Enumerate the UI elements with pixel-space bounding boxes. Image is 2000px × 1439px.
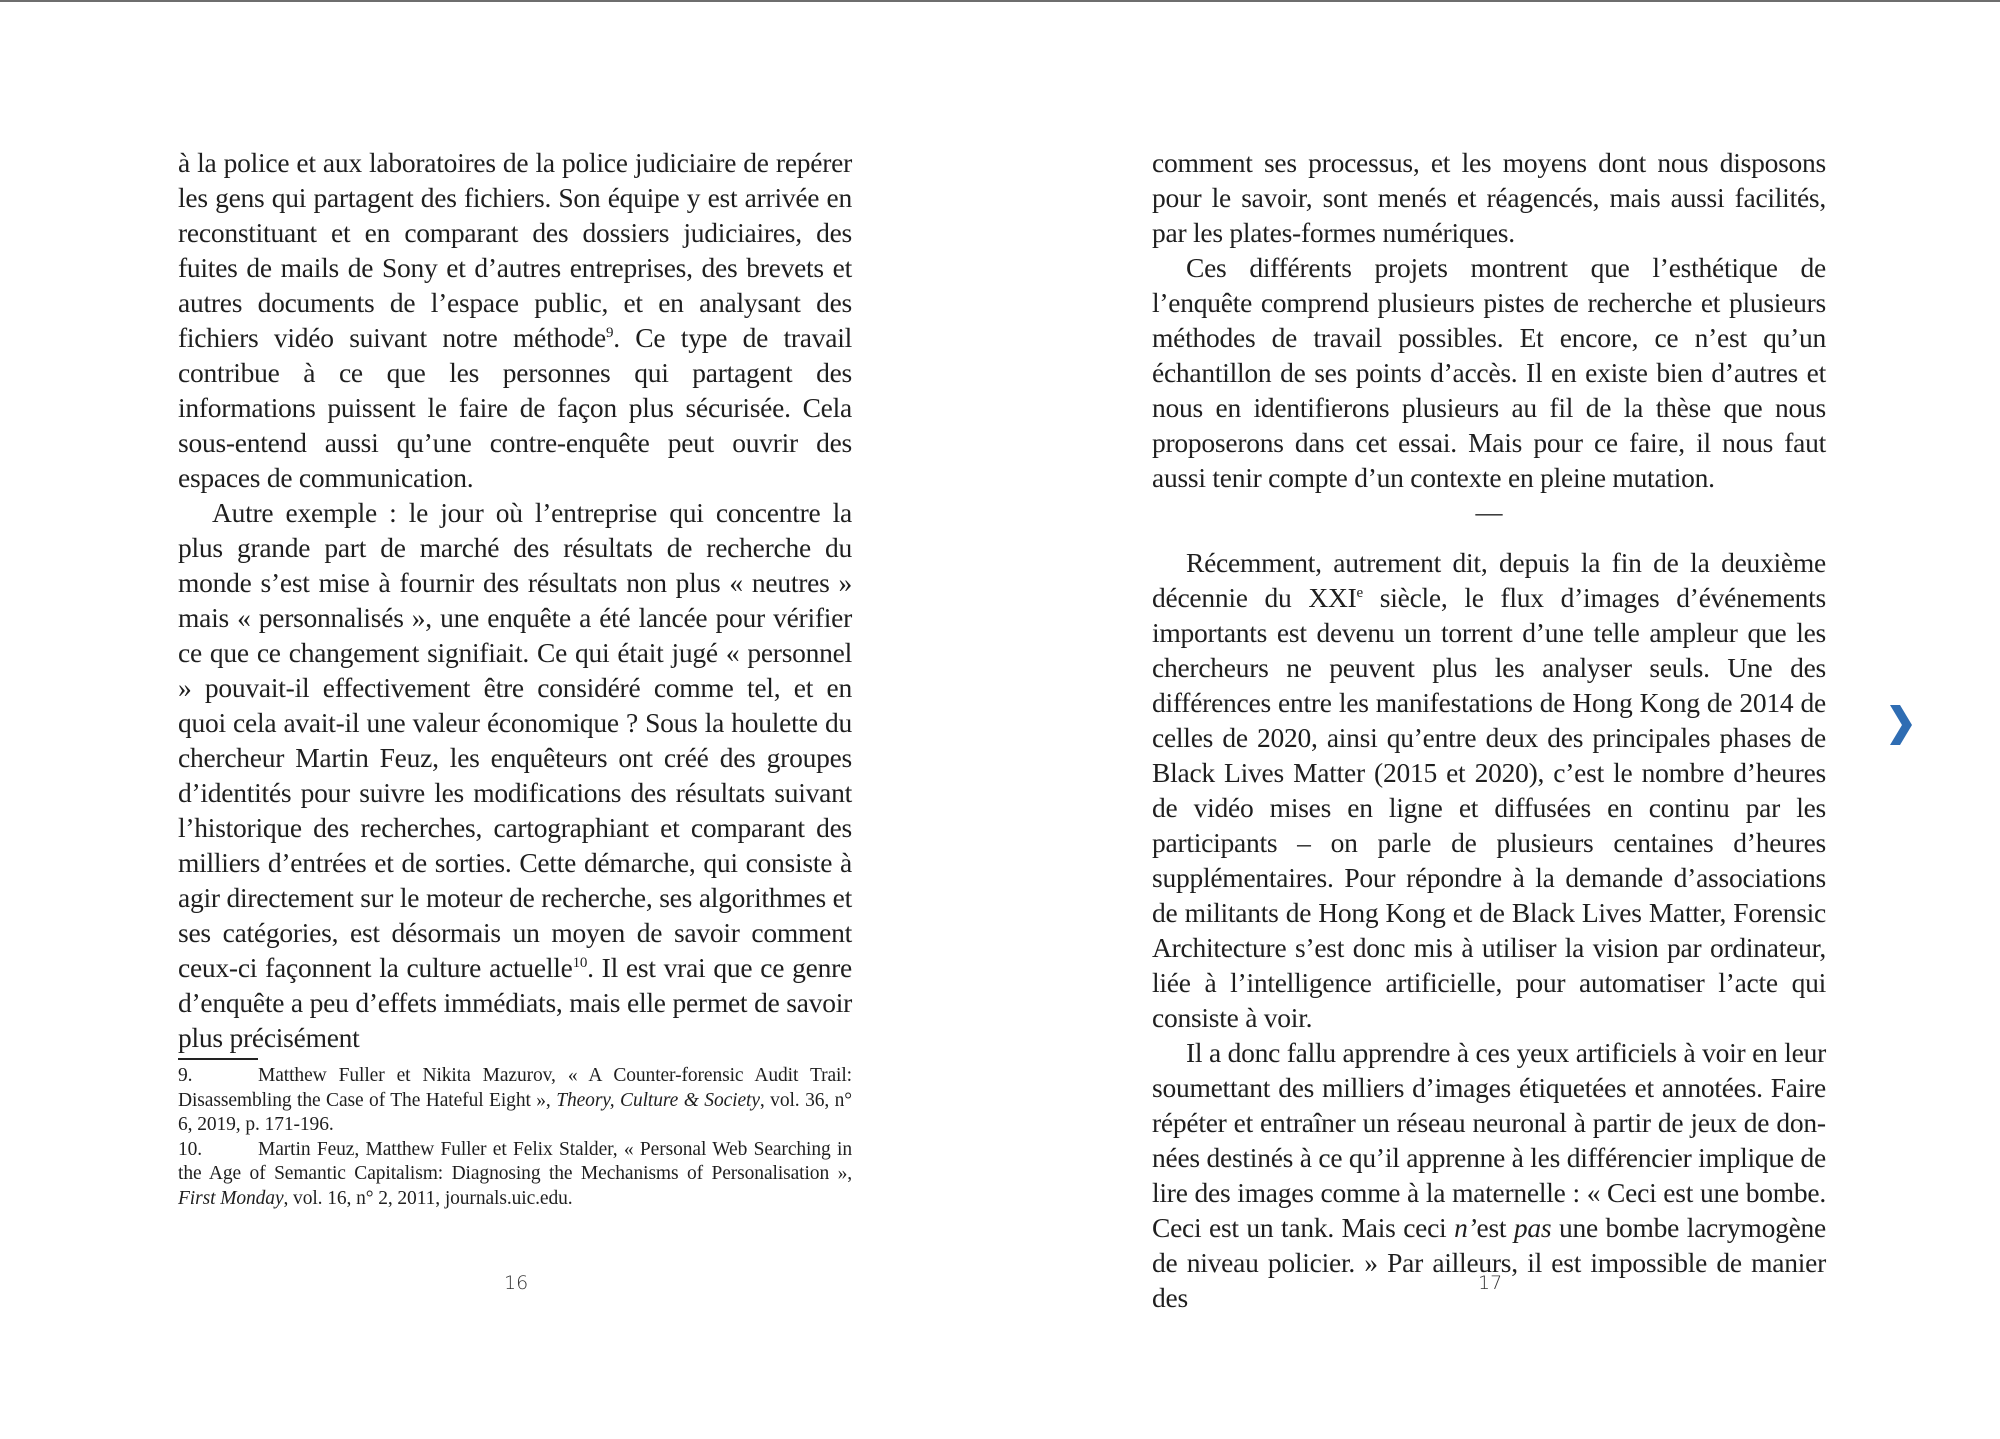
paragraph: [178, 145, 852, 495]
left-page-body: [178, 145, 852, 1055]
paragraph-text: est: [1476, 1212, 1514, 1243]
paragraph-text: Autre exemple : le jour où l’entreprise qui concentre la plus grande part de marché des résultats de recherche du monde s’est mise à fournir des résultats non plus « neutres » mais « personnalisés », une enquête a été lancée pour vérifier ce que ce changement signifiait. Ce qui était jugé « personnel » pouvait-il effectivement être considéré comme tel, et en quoi cela avait-il une valeur économique ? Sous la houlette du chercheur Martin Feuz, les enquêteurs ont créé des groupes d’identités pour suivre les modifications des résultats suivant l’historique des recherches, cartographiant et comparant des milliers d’entrées et de sorties. Cette démarche, qui consiste à agir directement sur le moteur de recherche, ses algorithmes et ses catégories, est désormais un moyen de savoir comment ceux-ci façonnent la culture actuelle: [178, 497, 852, 983]
right-page-body: [1152, 145, 1826, 1315]
paragraph: Ces différents projets montrent que l’esthétique de l’enquête comprend plusieurs pistes de recherche et plusieurs méthodes de travail possibles. Et encore, ce n’est qu’un échantillon de ses points d’accès. Il en existe bien d’autres et nous en identifierons plusieurs au fil de la thèse que nous proposerons dans cet essai. Mais pour ce faire, il nous faut aussi tenir compte d’un contexte en pleine mutation.: [1152, 252, 1826, 493]
footnote-9: [178, 1064, 852, 1138]
footnote-divider: [178, 1058, 258, 1060]
footnote-text: , vol. 36, n° 6, 2019, p. 171-196.: [178, 1089, 852, 1135]
section-break: —: [1475, 497, 1503, 527]
footnote-text: , vol. 16, n° 2, 2011, journals.uic.edu.: [283, 1187, 573, 1209]
emphasis: pas: [1513, 1212, 1552, 1243]
paragraph-text: Il a donc fallu apprendre à ces yeux artificiels à voir en leur soumettant des milliers d’images étiquetées et annotées. Faire répéter et entraîner un réseau neuronal à partir de jeux de données destinés à ce qu’il apprenne à les différencier implique de lire des images comme à la maternelle : « Ceci est une bombe. Ceci est un tank. Mais ceci: [1152, 1037, 1826, 1243]
paragraph-text: Récemment, autrement dit, depuis la fin de la deuxième décennie du XXI: [1152, 547, 1826, 613]
page-number-right: 17: [1478, 1272, 1503, 1294]
page-number-left: 16: [504, 1272, 529, 1294]
paragraph-text: . Il est vrai que ce genre d’enquête a peu d’effets immédiats, mais elle permet de savoir plus précisément: [178, 952, 852, 1053]
paragraph-text: une bombe lacrymogène de niveau policier. » Par ailleurs, il est impossible de manier des: [1152, 1212, 1826, 1313]
paragraph-text: siècle, le flux d’images d’événements importants est devenu un torrent d’une telle ampleur que les chercheurs ne peuvent plus les analyser seuls. Une des différences entre les manifestations de Hong Kong de 2014 de celles de 2020, ainsi qu’entre deux des principales phases de Black Lives Matter (2015 et 2020), c’est le nombre d’heures de vidéo mises en ligne et diffusées en continu par les participants – on parle de plusieurs centaines d’heures supplémentaires. Pour répondre à la demande d’associations de militants de Hong Kong et de Black Lives Matter, Forensic Architecture s’est donc mis à utiliser la vision par ordinateur, liée à l’intelligence artificielle, pour automatiser l’acte qui consiste à voir.: [1152, 582, 1826, 1033]
footnote-title: First Monday: [178, 1187, 284, 1209]
chevron-right-icon: [1888, 703, 1914, 747]
paragraph: comment ses processus, et les moyens dont nous disposons pour le savoir, sont menés et réagencés, mais aussi facilités, par les plates-formes numériques.: [1152, 147, 1826, 248]
footnote-10: [178, 1138, 852, 1212]
paragraph-text: à la police et aux laboratoires de la police judiciaire de repérer les gens qui partagent des fichiers. Son équipe y est arrivée en reconstituant et en comparant des dossiers judiciaires, des fuites de mails de Sony et d’autres entreprises, des brevets et autres documents de l’espace public, et en analysant des fichiers vidéo suivant notre méthode: [178, 147, 852, 353]
footnote-ref[interactable]: 9: [605, 325, 614, 341]
emphasis: n’: [1454, 1212, 1477, 1243]
paragraph-text: . Ce type de travail contribue à ce que les personnes qui partagent des informations puissent le faire de façon plus sécurisée. Cela sous-entend aussi qu’une contre-enquête peut ouvrir des espaces de communication.: [178, 322, 852, 493]
next-page-button[interactable]: [1888, 703, 1914, 747]
footnote-number: 10.: [178, 1138, 203, 1160]
footnote-text: Matthew Fuller et Nikita Mazurov, « A Counter-forensic Audit Trail: Disassembling the Case of The Hateful Eight »,: [178, 1065, 852, 1111]
footnote-ref[interactable]: 10: [572, 955, 588, 971]
footnote-text: Martin Feuz, Matthew Fuller et Felix Stalder, « Personal Web Searching in the Age of Semantic Capitalism: Diagnosing the Mechanisms of Personalisation »,: [178, 1138, 852, 1184]
footnote-title: Theory, Culture & Society: [556, 1089, 760, 1111]
superscript: e: [1356, 585, 1363, 601]
paragraph: [178, 495, 852, 1055]
footnotes: [178, 1064, 852, 1211]
paragraph: [1152, 545, 1826, 1035]
footnote-number: 9.: [178, 1065, 193, 1086]
window-top-border: [0, 0, 2000, 2]
